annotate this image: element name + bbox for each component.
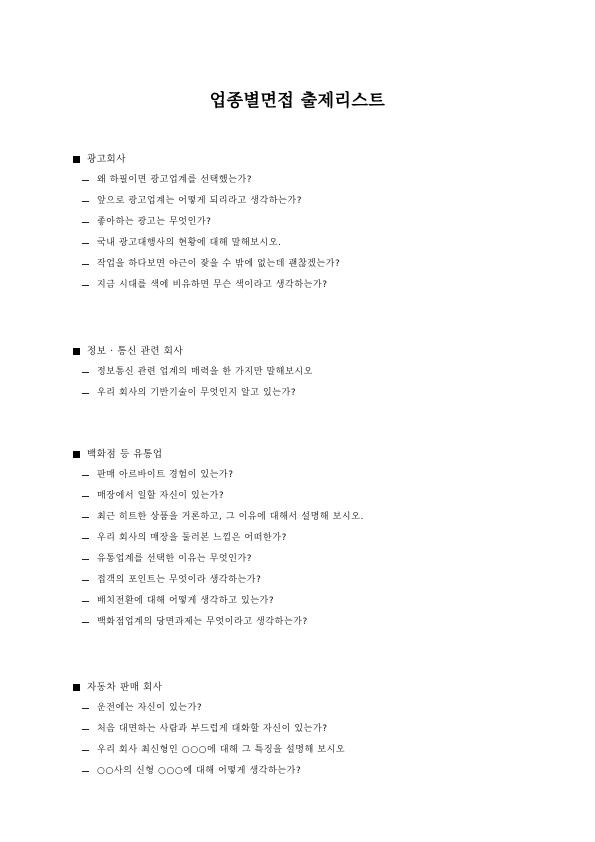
list-item bbox=[73, 254, 553, 275]
question-text: 우리 회사의 매장을 둘러본 느낌은 어떠한가? bbox=[97, 533, 287, 543]
dash-icon bbox=[82, 517, 89, 518]
list-item bbox=[73, 383, 553, 404]
question-text: 앞으로 광고업계는 어떻게 되리라고 생각하는가? bbox=[97, 196, 303, 206]
question-text: 우리 회사 최신형인 ○○○에 대해 그 특징을 설명해 보시오 bbox=[97, 745, 346, 755]
dash-icon bbox=[82, 372, 89, 373]
dash-icon bbox=[82, 264, 89, 265]
question-text: 배치전환에 대해 어떻게 생각하고 있는가? bbox=[97, 596, 275, 606]
dash-icon bbox=[82, 771, 89, 772]
dash-icon bbox=[82, 750, 89, 751]
list-item bbox=[73, 507, 553, 528]
question-text: 지금 시대를 색에 비유하면 무슨 색이라고 생각하는가? bbox=[97, 280, 328, 290]
question-text: 판매 아르바이트 경험이 있는가? bbox=[97, 470, 234, 480]
square-bullet-icon bbox=[73, 684, 80, 691]
question-text: 정보통신 관련 업계의 매력을 한 가지만 말해보시오 bbox=[97, 367, 313, 377]
dash-icon bbox=[82, 622, 89, 623]
list-item bbox=[73, 191, 553, 212]
list-item bbox=[73, 549, 553, 570]
section-car-sales bbox=[73, 677, 553, 782]
section-heading bbox=[73, 677, 553, 698]
dash-icon bbox=[82, 601, 89, 602]
dash-icon bbox=[82, 243, 89, 244]
page-title: 업종별면접 출제리스트 bbox=[209, 91, 386, 111]
question-text: 운전에는 자신이 있는가? bbox=[97, 703, 203, 713]
list-item bbox=[73, 486, 553, 507]
section-heading bbox=[73, 149, 553, 170]
question-text: 최근 히트한 상품을 거론하고, 그 이유에 대해서 설명해 보시오. bbox=[97, 512, 364, 522]
list-item bbox=[73, 275, 553, 296]
question-text: 유통업계를 선택한 이유는 무엇인가? bbox=[97, 554, 253, 564]
question-list bbox=[73, 698, 553, 782]
dash-icon bbox=[82, 393, 89, 394]
list-item bbox=[73, 362, 553, 383]
question-list bbox=[73, 465, 553, 633]
question-list bbox=[73, 362, 553, 404]
dash-icon bbox=[82, 201, 89, 202]
section-heading-text: 백화점 등 유통업 bbox=[87, 449, 163, 460]
question-list bbox=[73, 170, 553, 296]
section-advertising bbox=[73, 149, 553, 296]
question-text: 좋아하는 광고는 무엇인가? bbox=[97, 217, 212, 227]
list-item bbox=[73, 719, 553, 740]
list-item bbox=[73, 170, 553, 191]
question-text: 접객의 포인트는 무엇이라 생각하는가? bbox=[97, 575, 262, 585]
question-text: 매장에서 일할 자신이 있는가? bbox=[97, 491, 225, 501]
section-heading bbox=[73, 341, 553, 362]
list-item bbox=[73, 740, 553, 761]
question-text: 처음 대면하는 사람과 부드럽게 대화할 자신이 있는가? bbox=[97, 724, 328, 734]
dash-icon bbox=[82, 538, 89, 539]
question-text: ○○사의 신형 ○○○에 대해 어떻게 생각하는가? bbox=[97, 766, 302, 776]
list-item bbox=[73, 570, 553, 591]
question-text: 작업을 하다보면 야근이 잦을 수 밖에 없는데 괜찮겠는가? bbox=[97, 259, 341, 269]
list-item bbox=[73, 212, 553, 233]
section-it-telecom bbox=[73, 341, 553, 404]
section-heading-text: 정보 · 통신 관련 회사 bbox=[87, 346, 184, 357]
dash-icon bbox=[82, 285, 89, 286]
dash-icon bbox=[82, 496, 89, 497]
list-item bbox=[73, 233, 553, 254]
square-bullet-icon bbox=[73, 156, 80, 163]
list-item bbox=[73, 698, 553, 719]
dash-icon bbox=[82, 475, 89, 476]
dash-icon bbox=[82, 729, 89, 730]
square-bullet-icon bbox=[73, 451, 80, 458]
dash-icon bbox=[82, 559, 89, 560]
question-text: 우리 회사의 기반기술이 무엇인지 알고 있는가? bbox=[97, 388, 297, 398]
dash-icon bbox=[82, 180, 89, 181]
list-item bbox=[73, 761, 553, 782]
section-heading bbox=[73, 444, 553, 465]
list-item bbox=[73, 528, 553, 549]
dash-icon bbox=[82, 222, 89, 223]
list-item bbox=[73, 591, 553, 612]
question-text: 왜 하필이면 광고업계를 선택했는가? bbox=[97, 175, 253, 185]
question-text: 백화점업계의 당면과제는 무엇이라고 생각하는가? bbox=[97, 617, 308, 627]
square-bullet-icon bbox=[73, 348, 80, 355]
section-heading-text: 자동차 판매 회사 bbox=[87, 682, 163, 693]
section-heading-text: 광고회사 bbox=[87, 154, 127, 165]
list-item bbox=[73, 465, 553, 486]
list-item bbox=[73, 612, 553, 633]
question-text: 국내 광고대행사의 현황에 대해 말해보시오. bbox=[97, 238, 282, 248]
dash-icon bbox=[82, 580, 89, 581]
section-retail bbox=[73, 444, 553, 633]
dash-icon bbox=[82, 708, 89, 709]
